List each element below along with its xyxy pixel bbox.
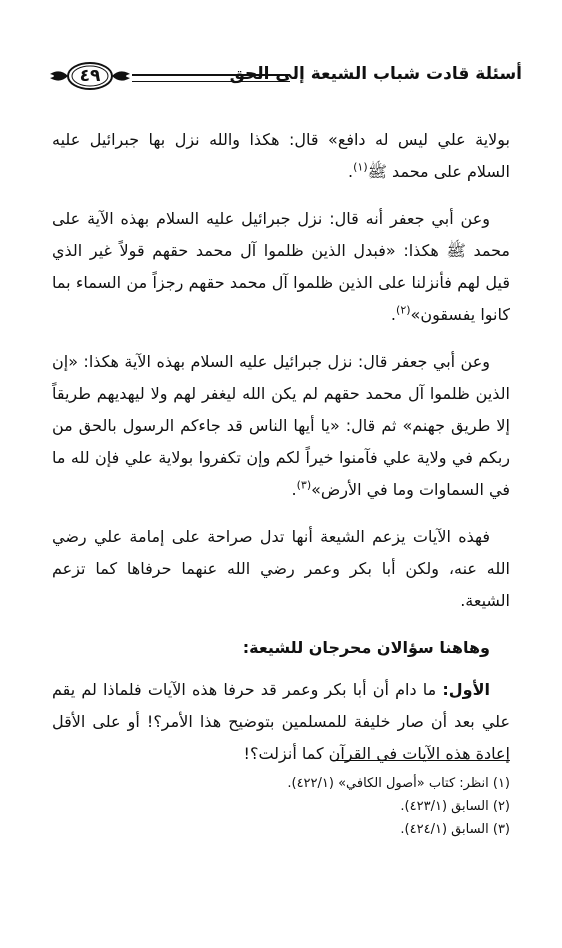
main-text — [52, 124, 510, 785]
footnotes — [50, 772, 510, 841]
paragraph-3-end: . — [291, 480, 297, 499]
footnote-ref-2: (٢) — [396, 303, 411, 317]
footnote-1: (١) انظر: كتاب «أصول الكافي» (٤٢٢/١). — [287, 776, 510, 791]
footnote-2: (٢) السابق (٤٢٣/١). — [400, 799, 510, 814]
section-heading: وهاهنا سؤالان محرجان للشيعة: — [242, 638, 490, 657]
footnote-3: (٣) السابق (٤٢٤/١). — [400, 822, 510, 837]
paragraph-3 — [52, 346, 510, 506]
page-header — [48, 60, 522, 96]
running-title: أسئلة قادت شباب الشيعة إلى الحق — [229, 64, 522, 84]
paragraph-2-end: . — [390, 305, 397, 324]
footnote-ref-3: (٣) — [296, 478, 312, 492]
footnote-separator — [334, 760, 510, 761]
paragraph-2-text: وعن أبي جعفر أنه قال: نزل جبرائيل عليه السلام بهذه الآية على محمد ﷺ هكذا: «فبدل الذين ظلموا آل محمد حقهم قولاً غير الذي قيل لهم فأنزلنا على الذين ظلموا آل محمد حقهم رجزاً من السماء بما كانوا يفسقون» — [52, 209, 510, 324]
question-1 — [52, 674, 510, 770]
question-1-text: ما دام أن أبا بكر وعمر قد حرفا هذه الآيات فلماذا لم يقم علي بعد أن صار خليفة للمسلمين بتوضيح هذا الأمر؟! أو على الأقل إعادة هذه الآيات في القرآن كما أنزلت؟! — [52, 680, 510, 763]
paragraph-1 — [52, 124, 510, 188]
paragraph-4: فهذه الآيات يزعم الشيعة أنها تدل صراحة على إمامة علي رضي الله عنه، ولكن أبا بكر وعمر رضي الله عنهما حرفاها كما تزعم الشيعة. — [52, 527, 510, 610]
page-number: ٤٩ — [79, 66, 101, 86]
paragraph-1-text: بولاية علي ليس له دافع» قال: هكذا والله نزل بها جبرائيل عليه السلام على محمد ﷺ — [52, 130, 510, 181]
paragraph-1-end: . — [348, 162, 354, 181]
paragraph-3-text: وعن أبي جعفر قال: نزل جبرائيل عليه السلام بهذه الآية هكذا: «إن الذين ظلموا آل محمد حقهم لم يكن الله ليغفر لهم ولا ليهديهم طريقاً إلا طريق جهنم» ثم قال: «يا أيها الناس قد جاءكم الرسول بالحق من ربكم في ولاية علي فآمنوا خيراً لكم وإن تكفروا بولاية علي فإن لله ما في السماوات وما في الأرض» — [52, 352, 510, 499]
question-1-label: الأول: — [442, 680, 490, 699]
footnote-ref-1: (١) — [353, 160, 368, 174]
paragraph-2 — [52, 203, 510, 331]
